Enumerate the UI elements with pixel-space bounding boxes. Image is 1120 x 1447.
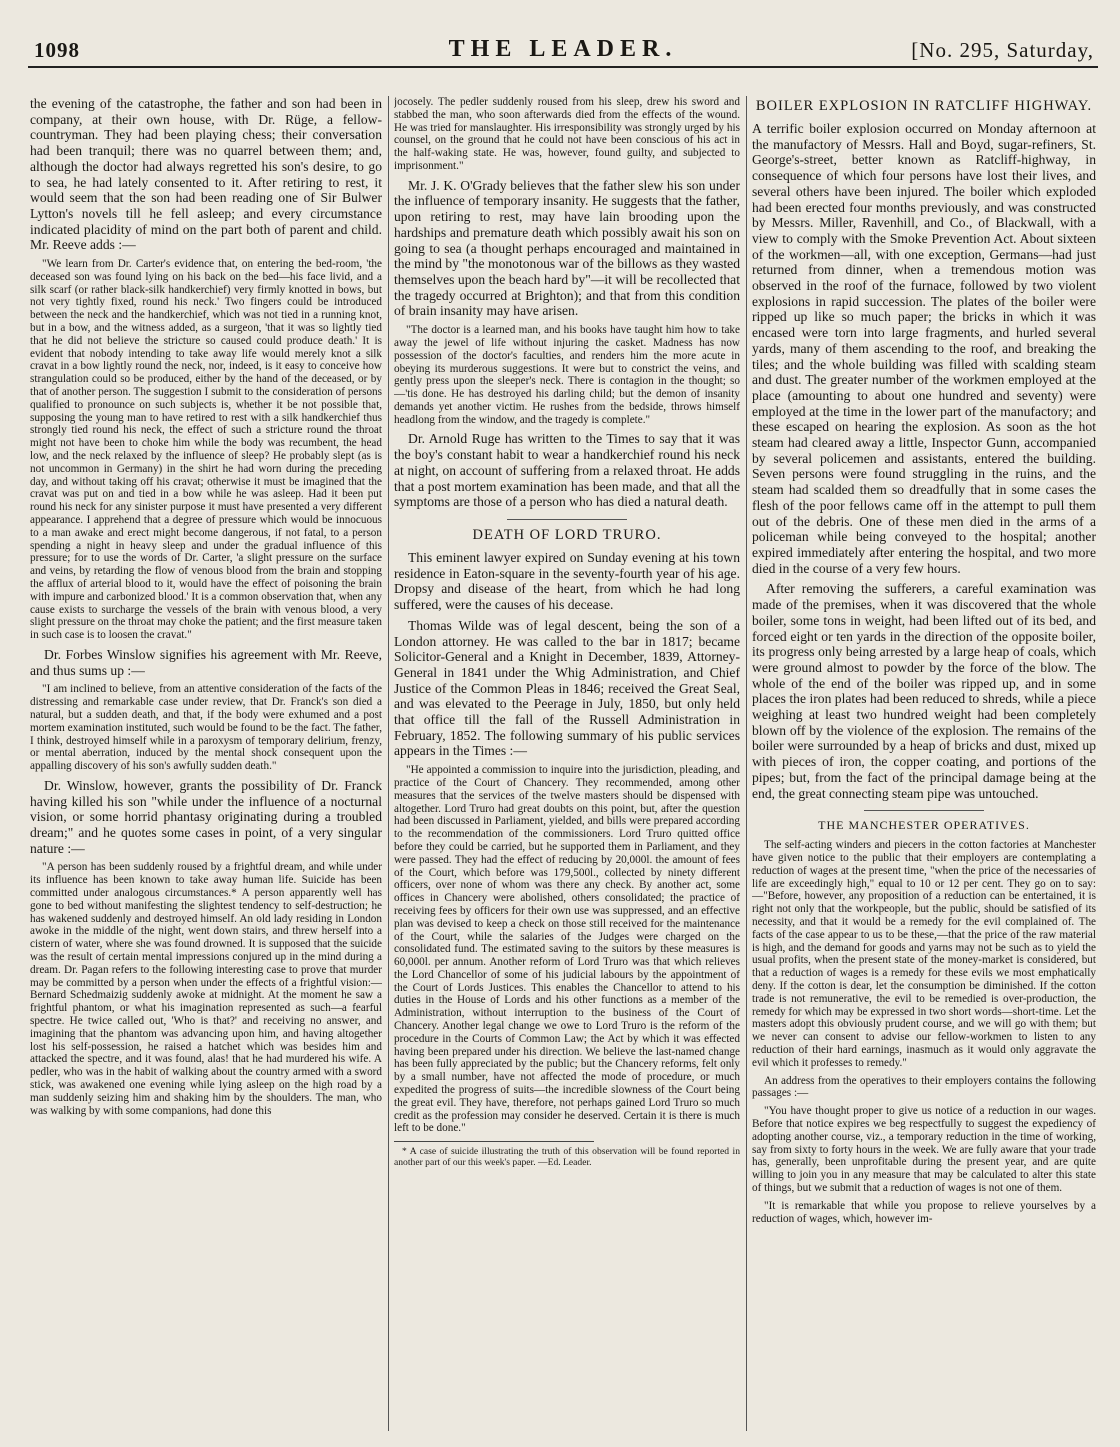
page-number: 1098 <box>34 38 80 62</box>
quoted-passage: "A person has been suddenly roused by a frightful dream, and while under its influence has been known to take away human life. Suicide has been committed under analogous circumstances.* A person apparently well has gone to bed without manifesting the slightest tendency to self-destruction; he has wakened suddenly and destroyed himself. An old lady residing in London awoke in the middle of the night, went down stairs, and threw herself into a cistern of water, where she was found drowned. It is supposed that the suicide was the result of certain mental impressions conjured up in the mind during a dream. Dr. Pagan refers to the following interesting case to prove that murder may be committed by a person when under the effects of a frightful vision:—Bernard Schedmaizig suddenly awoke at midnight. At the moment he saw a frightful phantom, or what his imagination represented as such—a fearful spectre. He twice called out, 'Who is that?' and receiving no answer, and imagining that the phantom was advancing upon him, and having altogether lost his self-possession, he raised a hatchet which was besides him and attacked the spectre, and it was found, alas! that he had murdered his wife. A pedler, who was in the habit of walking about the country armed with a sword stick, was awakened one evening while lying asleep on the high road by a man suddenly seizing him and shaking him by the shoulders. The man, who was walking by with some companions, had done this <box>30 861 382 1117</box>
article-paragraph: the evening of the catastrophe, the father and son had been in company, at their own house, with Dr. Rüge, a fellow-countryman. They had been playing chess; their conversation had been tranquil; there was no quarrel between them; and, although the doctor had always regretted his son's desire, to go to sea, he had lately consented to it. After retiring to rest, it would seem that the son had been reading one of Sir Bulwer Lytton's novels till he fell asleep; and every circumstance indicated placidity of mind on the part both of parent and child. Mr. Reeve adds :— <box>30 96 382 253</box>
article-paragraph: A terrific boiler explosion occurred on Monday afternoon at the manufactory of Messrs. Hall and Boyd, sugar-refiners, St. George's-street, better known as Ratcliff-highway, in consequence of which four persons have lost their lives, and several others have been injured. The boiler which exploded had been erected four months previously, and was constructed by Messrs. Miller, Ravenhill, and Co., of Blackwall, with a view to comply with the Smoke Prevention Act. About sixteen of the workmen—all, with one exception, Germans—had just returned from dinner, when a tremendous motion was observed in the roof of the furnace, followed by two violent explosions in rapid succession. The plates of the boiler were ripped up like so much paper; the bricks in which it was encased were torn into large fragments, and hurled several yards, many of them ascending to the roof, and breaking the tiles; and the whole building was filled with scalding steam and dust. The greater number of the workmen employed at the place (amounting to about one hundred and seventy) were employed at the time in the lower part of the manufactory; and these escaped on hearing the explosion. As soon as the hot steam had cleared away a little, Inspector Gunn, accompanied by several policemen and assistants, entered the building. Seven persons were found struggling in the ruins, and the steam had scalded them so dreadfully that in some cases the flesh of the poor fellows came off in the attempt to pull them out of the debris. One of these men died in the arms of a policeman while being conveyed to the hospital; another expired immediately after entering the hospital, and two more died in the course of a very few hours. <box>752 121 1096 576</box>
article-paragraph: The self-acting winders and piecers in the cotton factories at Manchester have given notice to the public that their employers are contemplating a reduction of wages at the present time, "when the price of the necessaries of life are exceedingly high," equal to 10 or 12 per cent. They go on to say:—"Before, however, any proposition of a reduction can be entertained, it is right not only that the workpeople, but the public, should be satisfied of its necessity, and that it would be a remedy for the evil complained of. The facts of the case appear to us to be these,—that the price of the raw material is high, and the demand for goods and yarns may not be such as to yield the usual profits, when the present state of the money-market is considered, but that a reduction of wages is a remedy for these evils we most emphatically deny. If the cotton is dear, let the consumption be diminished. If the cotton trade is not remunerative, the evil to be remedied is over-production, the remedy for which may be expressed in two short words—short-time. Let the masters adopt this obviously prudent course, and we will go with them; but we never can consent to advise our fellow-workmen to listen to any reduction of their hard earnings, inasmuch as it would only aggravate the evil which it professes to remedy." <box>752 839 1096 1069</box>
quoted-passage: "You have thought proper to give us notice of a reduction in our wages. Before that notice expires we beg respectfully to suggest the expediency of adopting another course, viz., a temporary reduction in the time of working, say from sixty to forty hours in the week. We are fully aware that your trade has, generally, been unprofitable during the present year, and are quite willing to join you in any measure that may be calculated to alter this state of things, but we submit that a reduction of wages is not one of them. <box>752 1105 1096 1194</box>
article-paragraph: After removing the sufferers, a careful examination was made of the premises, when it was discovered that the whole boiler, some tons in weight, had been lifted out of its bed, and forced eight or ten yards in the direction of the opposite boiler, its progress only being arrested by a large heap of coals, which were ground almost to powder by the force of the blow. The whole of the end of the boiler was ripped up, and in some places the iron plates had been reduced to shreds, while a piece weighing at least two hundred weight had been completely blown off by the violence of the explosion. The remains of the boiler were surrounded by a heap of bricks and dust, mixed up with pieces of iron, the copper coating, and portions of the pipes; but, from the fact of the principal damage being at the end, the great connecting steam pipe was untouched. <box>752 581 1096 801</box>
quoted-passage: jocosely. The pedler suddenly roused from his sleep, drew his sword and stabbed the man, who soon afterwards died from the effects of the wound. He was tried for manslaughter. His irresponsibility was strongly urged by his counsel, on the ground that he could not have been conscious of his act in the half-waking state. He was, however, found guilty, and subjected to imprisonment." <box>394 96 740 172</box>
column-rule <box>388 96 389 1431</box>
quoted-passage: "We learn from Dr. Carter's evidence that, on entering the bed-room, 'the deceased son was found lying on his back on the bed—his face livid, and a silk scarf (or rather black-silk handkerchief) very firmly knotted in bows, but not very tightly fixed, round his neck.' Two fingers could be introduced between the neck and the handkerchief, which was not tied in a running knot, but in a bow, and the witness added, as a surgeon, 'that it was so lightly tied that he did not believe the stricture so caused could produce death.' It is evident that nobody intending to take away life would merely knot a silk cravat in a bow lightly round the neck, nor, indeed, is it easy to conceive how strangulation could so be produced, either by the hand of the deceased, or by that of another person. The suggestion I submit to the consideration of persons qualified to pronounce on such subjects is, whether it be not possible that, supposing the young man to have retired to rest with a silk handkerchief thus strongly tied round his neck, the effect of such a stricture round the throat might not have been to choke him while the body was recumbent, the head low, and the neck relaxed by the influence of sleep? He probably slept (as is not uncommon in Germany) in the shirt he had worn during the preceding day, and without taking off his cravat; otherwise it must be imagined that the cravat was put on and tied in a bow while he was asleep. Had it been put round his neck for any sinister purpose it must have presented a very different appearance. I apprehend that a degree of pressure which would be innocuous to a man awake and erect might become dangerous, if not fatal, to a person spending a night in heavy sleep and under the gradual influence of this pressure; for to use the words of Dr. Carter, 'a slight pressure on the surface and veins, by retarding the flow of venous blood from the brain and stopping the afflux of arterial blood to it, would have the effect of poisoning the brain with impure and carbonized blood.' It is a common observation that, when any cause exists to surcharge the vessels of the brain with venous blood, a very slight pressure on the throat may choke the patient; and the first measure taken in such case is to loosen the cravat." <box>30 258 382 642</box>
article-paragraph: Dr. Forbes Winslow signifies his agreement with Mr. Reeve, and thus sums up :— <box>30 646 382 678</box>
article-paragraph: Mr. J. K. O'Grady believes that the father slew his son under the influence of temporary insanity. He suggests that the father, upon retiring to rest, may have lain brooding upon the hardships and premature death which possibly await his son on going to sea (a thought perhaps encouraged and maintained in the mind by "the monotonous war of the billows as they wasted themselves upon the beach hard by"—it will be recollected that the tragedy occurred at Brighton); and that from this condition of brain insanity may have arisen. <box>394 177 740 319</box>
heading-boiler-explosion: BOILER EXPLOSION IN RATCLIFF HIGHWAY. <box>755 98 1093 114</box>
masthead <box>28 36 1098 68</box>
article-paragraph: An address from the operatives to their employers contains the following passages :— <box>752 1074 1096 1100</box>
article-paragraph: Thomas Wilde was of legal descent, being the son of a London attorney. He was called to the bar in 1817; became Solicitor-General and a Knight in December, 1839, Attorney-General in 1841 under the Whig Administration, and Chief Justice of the Common Pleas in 1846; received the Great Seal, and was elevated to the Peerage in July, 1850, but only held that office till the fall of the Russell Administration in February, 1852. The following summary of his public services appears in the Times :— <box>394 617 740 759</box>
quoted-passage: "He appointed a commission to inquire into the jurisdiction, pleading, and practice of the Court of Chancery. They recommended, among other measures that the services of the twelve masters should be dispensed with altogether. Lord Truro had great doubts on this point, but, after the question had been discussed in Parliament, yielded, and bills were prepared according to the recommendation of the commissioners. Lord Truro quitted office before they could be carried, but he supported them in Parliament, and they were passed. They had the effect of reducing by 20,000l. the amount of fees of the Court, which before was 179,500l., collected by ninety different officers, over none of whom was there any check. By another act, some offices in Chancery were abolished, others consolidated; the practice of receiving fees by officers for their own use was suppressed, and an effective plan was devised to keep a check on those still received for the maintenance of the Court, while the salaries of the Judges were charged on the consolidated fund. The estimated saving to the suitors by these measures is 60,000l. per annum. Another reform of Lord Truro was that which relieves the Lord Chancellor of some of his judicial labours by the appointment of the Court of Lords Justices. This enables the Chancellor to attend to his duties in the House of Lords and his other functions as a member of the Administration, without interruption to the business of the Court of Chancery. Another legal change we owe to Lord Truro is the reform of the procedure in the Courts of Common Law; the Act by which it was effected having been prepared under his direction. We believe the last-named change has been fully appreciated by the public; but the Chancery reforms, felt only by a small number, have not affected the mode of procedure, or much expedited the progress of suits—the incredible slowness of the Court being the great evil. They have, therefore, not perhaps gained Lord Truro so much credit as the profession may consider he deserved. Certain it is there is much left to be done." <box>394 764 740 1135</box>
column-middle <box>394 96 740 1436</box>
section-divider <box>507 519 627 520</box>
article-paragraph: Dr. Winslow, however, grants the possibility of Dr. Franck having killed his son "while under the influence of a nocturnal vision, or some horrid phantasy originating during a troubled dream;" and he quotes some cases in point, of a very singular nature :— <box>30 777 382 856</box>
article-paragraph: This eminent lawyer expired on Sunday evening at his town residence in Eaton-square in the seventy-fourth year of his age. Dropsy and disease of the heart, from which he had long suffered, were the causes of his decease. <box>394 550 740 613</box>
footnote: * A case of suicide illustrating the truth of this observation will be found reported in another part of our this week's paper. —Ed. Leader. <box>394 1146 740 1169</box>
newspaper-title: THE LEADER. <box>448 36 678 62</box>
quoted-passage: "I am inclined to believe, from an attentive consideration of the facts of the distressing and remarkable case under review, that Dr. Franck's son died a natural, but a sudden death, and that, if the body were exhumed and a post mortem examination instituted, such would be found to be the fact. The father, I think, destroyed himself while in a paroxysm of temporary delirium, frenzy, or mental aberration, induced by the mental shock consequent upon the appalling discovery of his son's awfully sudden death." <box>30 683 382 773</box>
column-right <box>752 96 1096 1436</box>
footnote-divider <box>394 1141 594 1142</box>
article-paragraph: Dr. Arnold Ruge has written to the Times to say that it was the boy's constant habit to wear a handkerchief round his neck at night, on account of suffering from a relaxed throat. He adds that a post mortem examination has been made, and that all the symptoms are those of a person who has died a natural death. <box>394 431 740 510</box>
heading-manchester-operatives: THE MANCHESTER OPERATIVES. <box>818 818 1030 833</box>
issue-info: [No. 295, Saturday, <box>911 38 1094 62</box>
heading-death-of-lord-truro: DEATH OF LORD TRURO. <box>472 527 662 543</box>
section-divider <box>864 810 984 811</box>
column-rule <box>746 96 747 1431</box>
quoted-passage: "It is remarkable that while you propose to relieve yourselves by a reduction of wages, which, however im- <box>752 1199 1096 1225</box>
column-left <box>30 96 382 1436</box>
quoted-passage: "The doctor is a learned man, and his books have taught him how to take away the jewel of life without injuring the casket. Madness has now possession of the doctor's faculties, and renders him the more acute in obeying its murderous suggestions. It were but to constrict the veins, and gently press upon the sleeper's neck. There is contagion in the thought; so—'tis done. He has destroyed his darling child; but the demon of insanity demands yet another victim. He rushes from the bedside, throws himself headlong from the window, and the tragedy is complete." <box>394 324 740 426</box>
